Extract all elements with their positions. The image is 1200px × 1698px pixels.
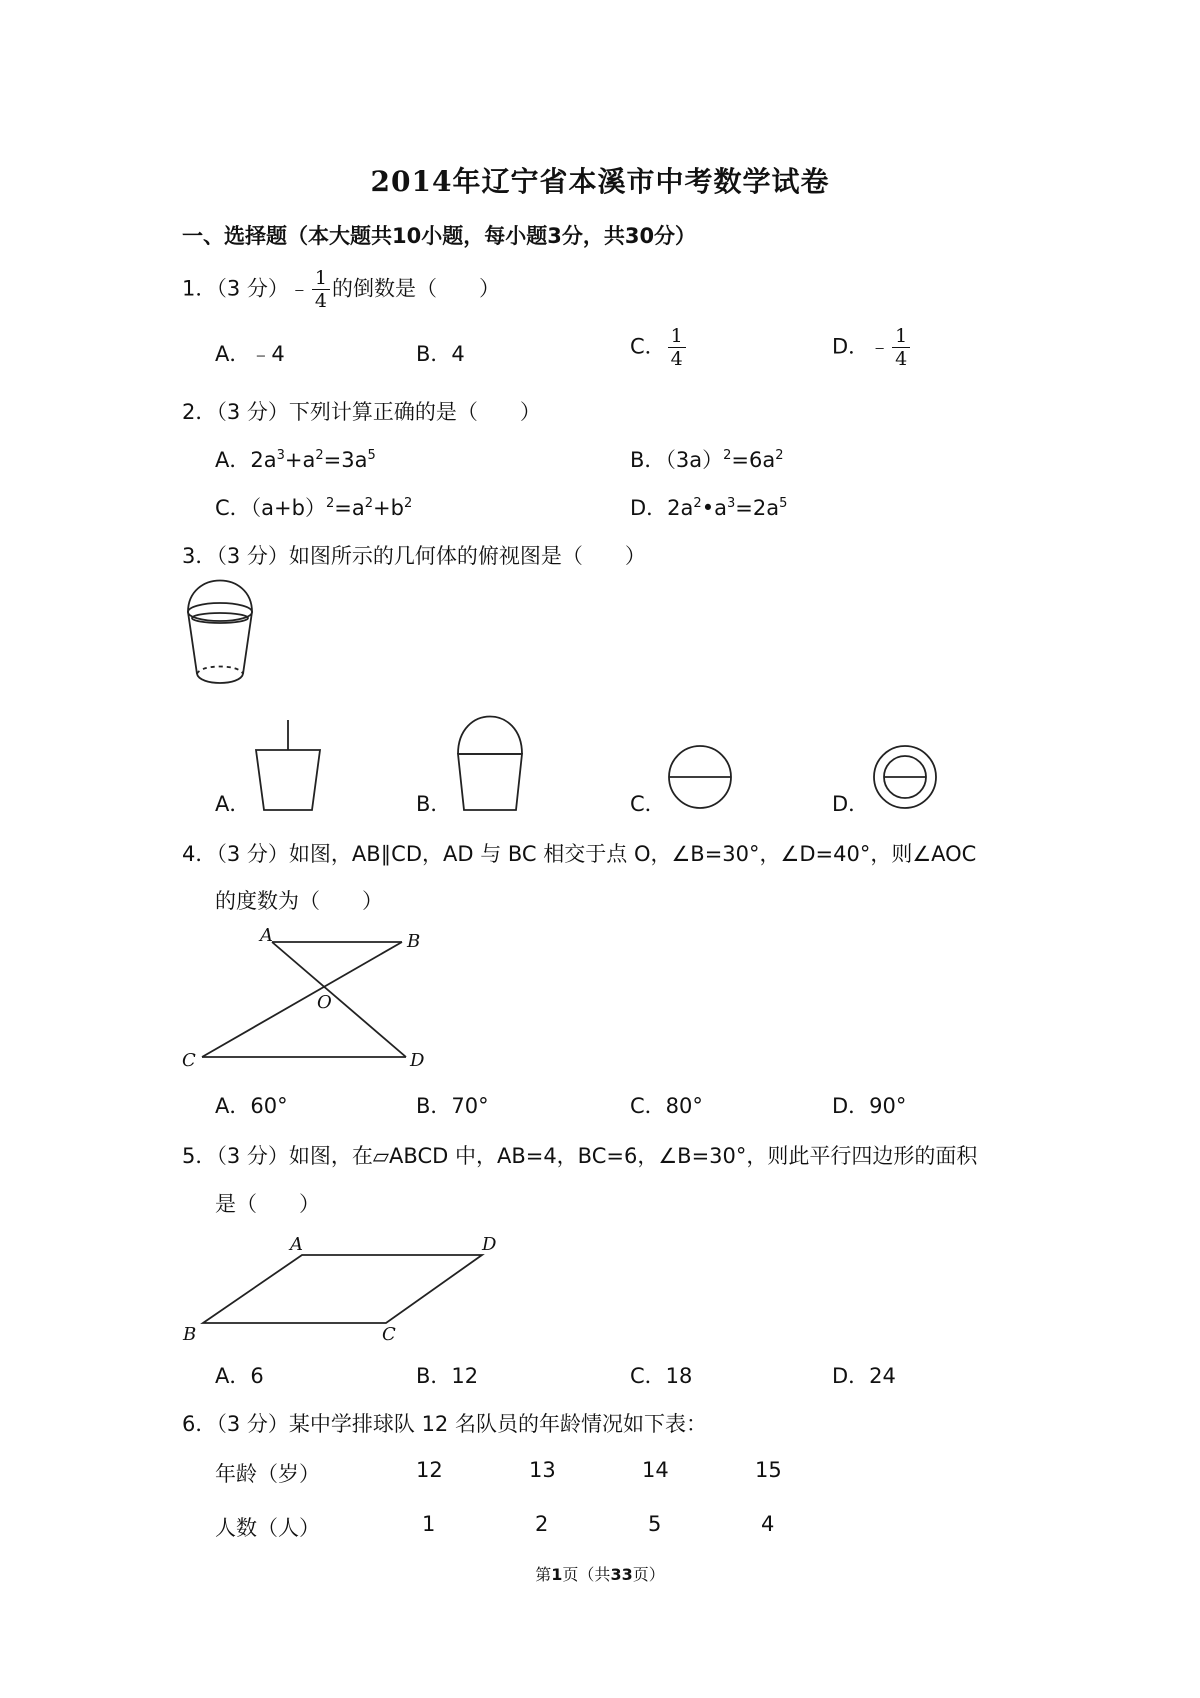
term: +b [373,496,404,520]
exponent: 2 [315,448,324,463]
label-b: B [183,1324,197,1345]
page-total: 33 [610,1565,633,1584]
fraction-numerator: 1 [668,326,686,348]
q3-option-c-figure [667,744,733,810]
question-1-prefix: 1．（3 分） [182,276,289,301]
question-1-stem [182,268,500,311]
exponent: 2 [364,496,373,511]
exponent: 2 [775,448,784,463]
exponent: 5 [779,496,788,511]
q1-option-c [630,326,688,369]
fraction-denominator: 4 [895,348,908,370]
term: =6a [731,448,776,472]
section-heading: 一、选择题（本大题共10小题，每小题3分，共30分） [182,224,697,248]
q4-option-a: A．60° [215,1094,288,1118]
q1-option-a: A．﹣4 [215,342,285,366]
page-footer [0,1562,1200,1585]
fraction-denominator: 4 [670,348,683,370]
q2-option-b [630,444,784,474]
table-cell: 2 [535,1512,549,1536]
fraction-numerator: 1 [312,268,330,290]
term: =a [334,496,365,520]
q5-option-c: C．18 [630,1364,693,1388]
table-cell: 4 [761,1512,775,1536]
label-d: D [410,1050,425,1071]
term: =2a [735,496,780,520]
parallelogram-abcd [203,1255,482,1323]
term: +a [284,448,316,472]
q4-option-c: C．80° [630,1094,703,1118]
question-6-stem: 6．（3 分）某中学排球队 12 名队员的年龄情况如下表： [182,1412,707,1436]
fraction-numerator: 1 [892,326,910,348]
question-5-stem-line2: 是（ ） [215,1192,320,1216]
segment-bc [202,942,402,1057]
footer-text: 页（共 [562,1565,611,1584]
table-cell: 14 [642,1458,669,1482]
bucket-bottom-hidden [197,667,243,675]
exponent: 2 [723,448,732,463]
question-1-fraction [312,268,330,311]
question-4-stem-line2: 的度数为（ ） [215,889,383,913]
q3-option-d-label: D． [832,792,870,816]
option-d-fraction [892,326,910,369]
table-cell: 12 [416,1458,443,1482]
q1-option-b: B．4 [416,342,465,366]
q5-option-d: D．24 [832,1364,896,1388]
q3-option-b-label: B． [416,792,452,816]
page-number: 1 [551,1565,563,1584]
table-row-header: 年龄（岁） [215,1462,320,1486]
table-cell: 1 [422,1512,436,1536]
q2-option-d [630,492,787,522]
exponent: 5 [367,448,376,463]
exponent: 2 [403,496,413,511]
option-label: A． [215,448,251,472]
footer-text: 第 [535,1565,552,1584]
label-a: A [260,925,273,946]
bucket-figure [180,578,260,693]
q3-option-b-figure [455,716,525,812]
q3-option-d-figure [872,744,938,810]
footer-text: 页） [632,1565,665,1584]
label-d: D [482,1234,497,1255]
term: 2a [250,448,277,472]
question-3-stem: 3．（3 分）如图所示的几何体的俯视图是（ ） [182,544,646,568]
segment-ad [272,942,406,1057]
option-label: D．2a [630,496,694,520]
q3-option-c-label: C． [630,792,666,816]
exponent: 2 [693,496,702,511]
fraction-denominator: 4 [314,290,327,312]
table-cell: 5 [648,1512,662,1536]
label-b: B [407,931,421,952]
label-c: C [382,1324,396,1345]
option-label: B．（3a） [630,448,724,472]
q5-option-b: B．12 [416,1364,479,1388]
label-o: O [317,992,332,1013]
term: =3a [323,448,368,472]
label-a: A [290,1234,303,1255]
q3-option-a-figure [254,720,322,812]
exponent: 3 [276,448,285,463]
question-1-sign: ﹣ [288,276,310,301]
q4-option-b: B．70° [416,1094,489,1118]
table-row-header: 人数（人） [215,1516,320,1540]
q5-option-a: A．6 [215,1364,264,1388]
label-c: C [182,1050,196,1071]
q1-option-d [832,326,912,369]
option-label: C． [630,334,666,359]
bucket-bottom [197,674,243,683]
question-5-stem-line1: 5．（3 分）如图，在▱ABCD 中，AB=4，BC=6，∠B=30°，则此平行四边形的面积 [182,1144,978,1168]
q2-option-c [215,492,412,522]
exponent: 2 [325,496,335,511]
table-cell: 15 [755,1458,782,1482]
q2-option-a [215,444,376,474]
question-2-stem: 2．（3 分）下列计算正确的是（ ） [182,400,541,424]
term: •a [701,496,727,520]
q5-figure [180,1230,510,1345]
option-label: C．（a+b） [215,496,326,520]
question-4-stem-line1: 4．（3 分）如图，AB∥CD，AD 与 BC 相交于点 O，∠B=30°，∠D=40°，则∠AOC [182,842,977,866]
option-c-fraction [668,326,686,369]
q4-figure [180,925,440,1070]
option-label: D．﹣ [832,334,891,359]
table-cell: 13 [529,1458,556,1482]
exponent: 3 [726,496,736,511]
bucket-rim [188,603,252,621]
question-1-suffix: 的倒数是（ ） [332,276,500,301]
bucket-handle [188,581,252,613]
page-title: 2014年辽宁省本溪市中考数学试卷 [370,165,830,198]
q3-option-a-label: A． [215,792,251,816]
q4-option-d: D．90° [832,1094,907,1118]
